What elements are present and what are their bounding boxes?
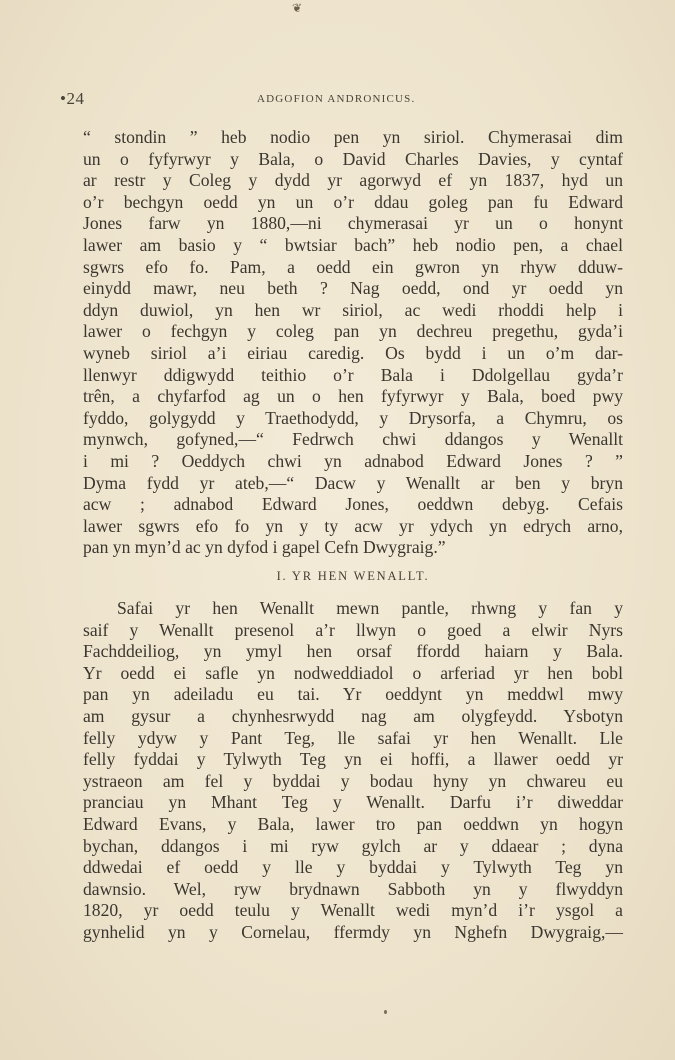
page-number: •24 — [60, 89, 85, 108]
text-line: fyddo, golygydd y Traethodydd, y Drysorfa, a Chymru, os — [83, 407, 623, 428]
text-line: pan yn myn’d ac yn dyfod i gapel Cefn Dwygraig.” — [83, 537, 446, 558]
text-line: ystraeon am fel y byddai y bodau hyny yn chwareu eu — [83, 770, 623, 791]
text-line: Yr oedd ei safle yn nodweddiadol o arferiad yr hen bobl — [83, 662, 623, 683]
section-heading: I. YR HEN WENALLT. — [276, 569, 430, 583]
text-line: bychan, ddangos i mi ryw gylch ar y ddaear ; dyna — [83, 835, 623, 856]
text-line: “ stondin ” heb nodio pen yn siriol. Chymerasai dim — [83, 127, 623, 147]
text-line: lawer am basio y “ bwtsiar bach” heb nodio pen, a chael — [83, 234, 623, 255]
text-line: dawnsio. Wel, ryw brydnawn Sabboth yn y flwyddyn — [83, 878, 623, 899]
text-line: ddwedai ef oedd y lle y byddai y Tylwyth Teg yn — [83, 857, 623, 878]
text-line: lawer o fechgyn y coleg pan yn dechreu pregethu, gyda’i — [83, 321, 623, 342]
text-line: felly ydyw y Pant Teg, lle safai yr hen Wenallt. Lle — [83, 727, 623, 748]
text-line: saif y Wenallt presenol a’r llwyn o goed a elwir Nyrs — [83, 619, 623, 640]
text-line: o’r bechgyn oedd yn un o’r ddau goleg pan fu Edward — [83, 191, 623, 212]
printer-ornament: ❦ — [291, 1, 303, 15]
paragraph-1 — [83, 127, 623, 559]
text-line: wyneb siriol a’i eiriau caredig. Os bydd i un o’m dar- — [83, 342, 623, 363]
text-line: Edward Evans, y Bala, lawer tro pan oeddwn yn hogyn — [83, 813, 623, 834]
text-line: ar restr y Coleg y dydd yr agorwyd ef yn 1837, hyd un — [83, 170, 623, 191]
text-line: Safai yr hen Wenallt mewn pantle, rhwng y fan y — [117, 598, 623, 618]
text-line: einydd mawr, neu beth ? Nag oedd, ond yr oedd yn — [83, 278, 623, 299]
text-line: pan yn adeiladu eu tai. Yr oeddynt yn meddwl mwy — [83, 684, 623, 705]
text-line: acw ; adnabod Edward Jones, oeddwn debyg. Cefais — [83, 494, 623, 515]
text-line: i mi ? Oeddych chwi yn adnabod Edward Jones ? ” — [83, 450, 623, 471]
text-line: sgwrs efo fo. Pam, a oedd ein gwron yn rhyw dduw- — [83, 256, 623, 277]
text-line: Jones farw yn 1880,—ni chymerasai yr un o honynt — [83, 213, 623, 234]
text-line: pranciau yn Mhant Teg y Wenallt. Darfu i’r diweddar — [83, 792, 623, 813]
text-line: un o fyfyrwyr y Bala, o David Charles Davies, y cyntaf — [83, 148, 623, 169]
text-line: lawer sgwrs efo fo yn y ty acw yr ydych yn edrych arno, — [83, 515, 623, 536]
text-line: gynhelid yn y Cornelau, ffermdy yn Nghefn Dwygraig,— — [83, 921, 623, 942]
text-line: mynwch, gofyned,—“ Fedrwch chwi ddangos y Wenallt — [83, 429, 623, 450]
text-line: felly fyddai y Tylwyth Teg yn ei hoffi, a llawer oedd yr — [83, 749, 623, 770]
text-line: ddyn duwiol, yn hen wr siriol, ac wedi rhoddi help i — [83, 299, 623, 320]
text-line: Fachddeiliog, yn ymyl hen orsaf ffordd haiarn y Bala. — [83, 641, 623, 662]
text-line: llenwyr ddigwydd teithio o’r Bala i Ddolgellau gyda’r — [83, 364, 623, 385]
paragraph-2 — [83, 598, 623, 944]
text-line: trên, a chyfarfod ag un o hen fyfyrwyr y Bala, boed pwy — [83, 386, 623, 407]
text-line: 1820, yr oedd teulu y Wenallt wedi myn’d i’r ysgol a — [83, 900, 623, 921]
text-line: am gysur a chynhesrwydd nag am olygfeydd. Ysbotyn — [83, 705, 623, 726]
ink-speck — [384, 1010, 387, 1014]
running-head: ADGOFION ANDRONICUS. — [257, 93, 416, 105]
text-line: Dyma fydd yr ateb,—“ Dacw y Wenallt ar ben y bryn — [83, 472, 623, 493]
page-header — [60, 89, 620, 109]
